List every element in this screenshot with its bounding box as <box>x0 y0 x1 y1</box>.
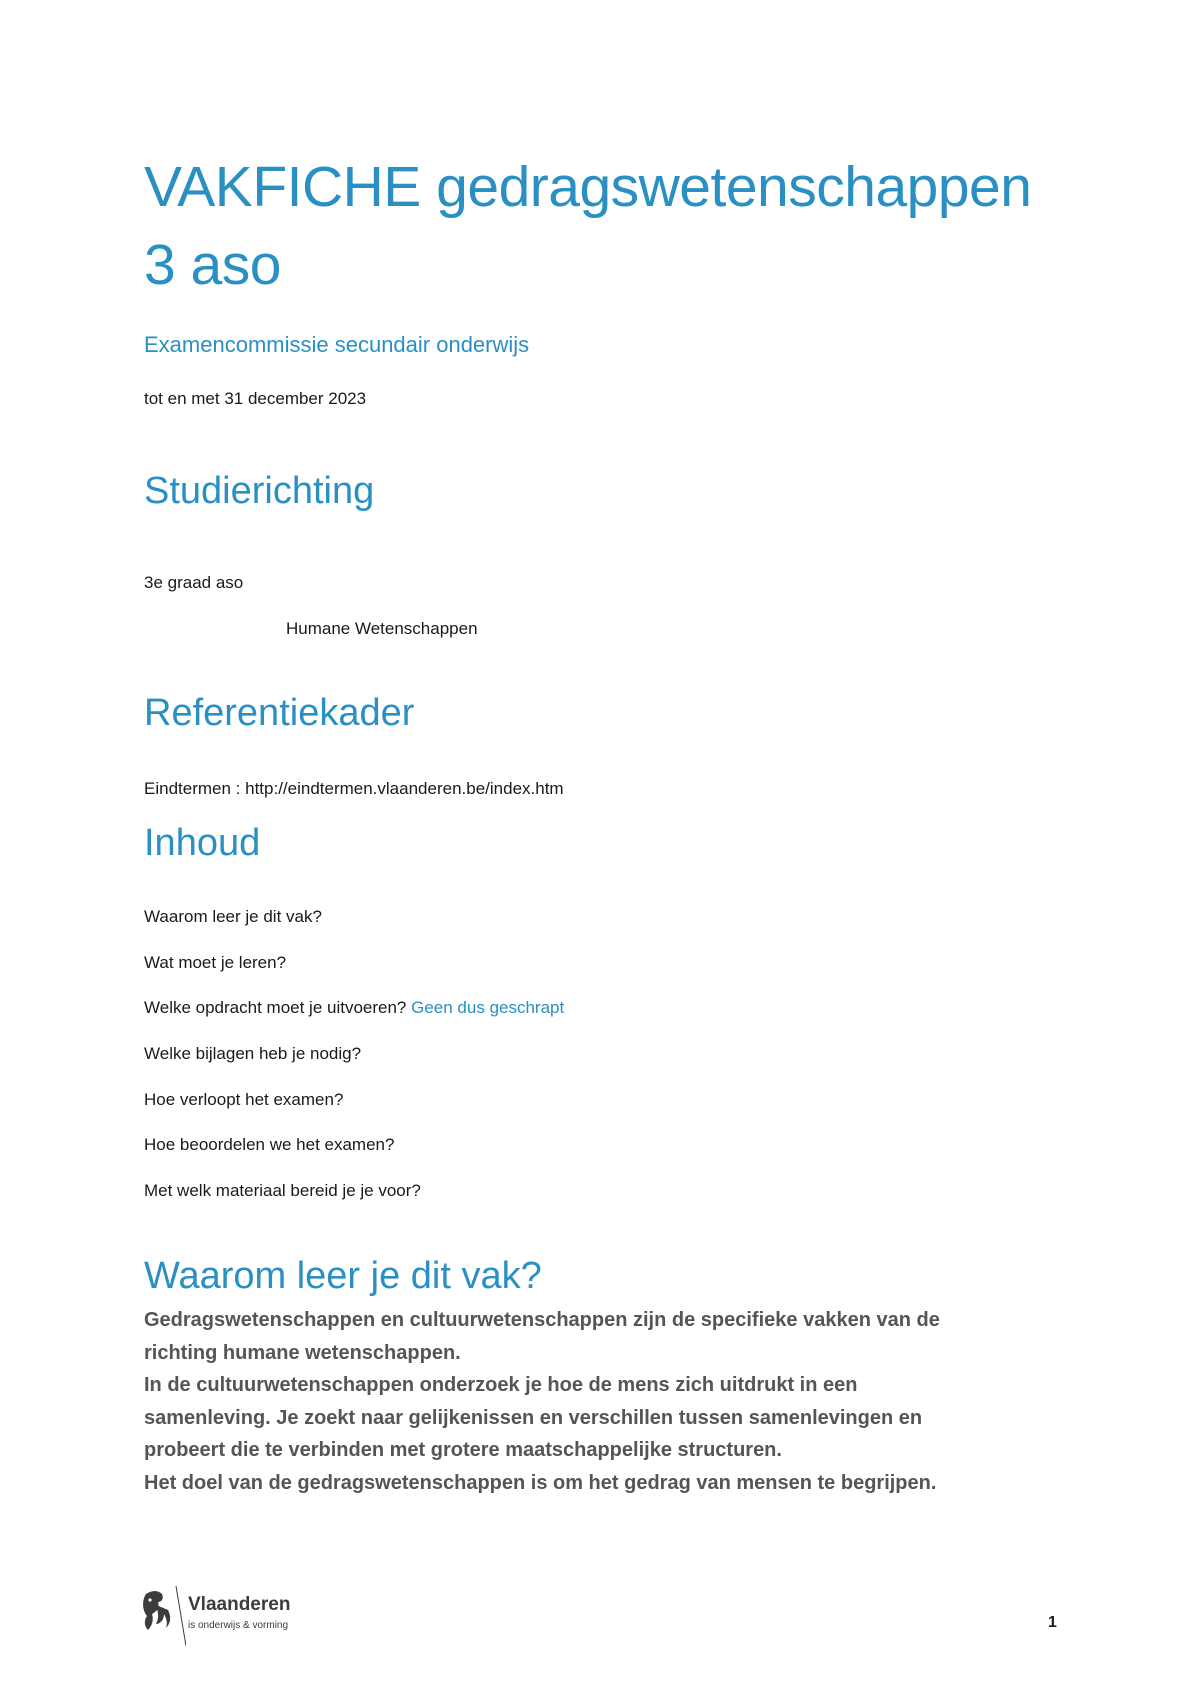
direction-label: Humane Wetenschappen <box>286 619 478 638</box>
heading-referentiekader: Referentiekader <box>144 692 415 734</box>
toc-item-opdracht[interactable] <box>144 998 564 1018</box>
logo-tagline: is onderwijs & vorming <box>188 1620 289 1631</box>
grade-label: 3e graad aso <box>144 573 244 592</box>
toc-item-materiaal[interactable]: Met welk materiaal bereid je je voor? <box>144 1181 421 1200</box>
toc-item-examen-verloop[interactable]: Hoe verloopt het examen? <box>144 1090 344 1109</box>
vlaanderen-logo <box>138 1580 338 1650</box>
document-title: VAKFICHE gedragswetenschappen 3 aso <box>144 155 1032 297</box>
heading-studierichting: Studierichting <box>144 470 375 512</box>
toc-item-beoordeling[interactable]: Hoe beoordelen we het examen? <box>144 1135 395 1154</box>
toc-item-opdracht-label: Welke opdracht moet je uitvoeren? <box>144 998 412 1017</box>
toc-item-leren[interactable]: Wat moet je leren? <box>144 953 287 972</box>
heading-inhoud: Inhoud <box>144 822 261 864</box>
toc-item-bijlagen[interactable]: Welke bijlagen heb je nodig? <box>144 1044 362 1063</box>
waarom-line: Gedragswetenschappen en cultuurwetenschappen zijn de specifieke vakken van de <box>144 1309 940 1331</box>
validity-date: tot en met 31 december 2023 <box>144 389 367 408</box>
toc-note-geschrapt: Geen dus geschrapt <box>411 998 565 1017</box>
document-subtitle: Examencommissie secundair onderwijs <box>144 332 530 357</box>
waarom-line: Het doel van de gedragswetenschappen is om het gedrag van mensen te begrijpen. <box>144 1471 937 1494</box>
eindtermen-label: Eindtermen : <box>144 779 246 798</box>
waarom-line: samenleving. Je zoekt naar gelijkenissen en verschillen tussen samenlevingen en <box>144 1406 923 1429</box>
toc-item-waarom[interactable]: Waarom leer je dit vak? <box>144 907 322 926</box>
waarom-line: In de cultuurwetenschappen onderzoek je hoe de mens zich uitdrukt in een <box>144 1374 858 1396</box>
waarom-paragraph <box>144 1304 1064 1499</box>
logo-name: Vlaanderen <box>188 1594 291 1615</box>
waarom-line: probeert die te verbinden met grotere maatschappelijke structuren. <box>144 1439 782 1461</box>
page-number: 1 <box>1048 1614 1057 1631</box>
waarom-line: richting humane wetenschappen. <box>144 1341 461 1364</box>
flemish-lion-icon <box>138 1580 186 1650</box>
eindtermen-link[interactable]: http://eindtermen.vlaanderen.be/index.htm <box>245 779 564 798</box>
eindtermen-line <box>144 779 564 799</box>
heading-waarom: Waarom leer je dit vak? <box>144 1255 542 1297</box>
